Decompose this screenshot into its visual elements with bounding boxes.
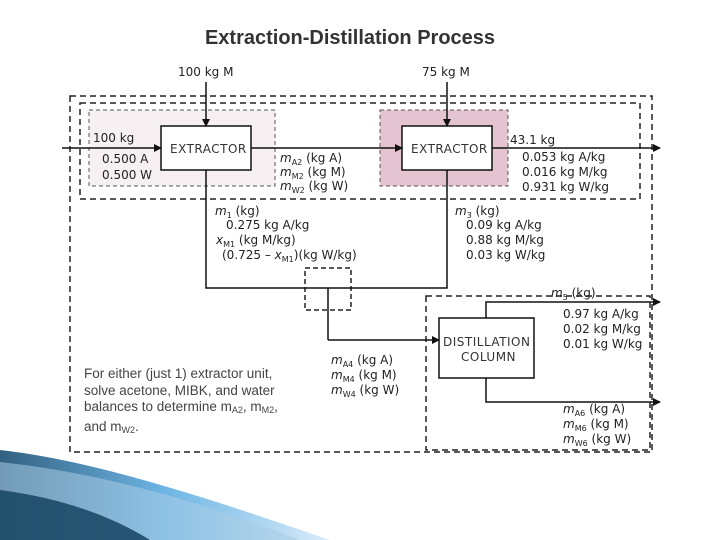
extractor1-label: EXTRACTOR [170,142,247,156]
stream4-a: $m_{A4}$ (kg A) [331,353,394,369]
raffinate-a: 0.053 kg A/kg [522,150,606,164]
raffinate-w: 0.931 kg W/kg [522,180,610,194]
distillation-label-line2: COLUMN [461,350,517,364]
feed-right-label: 75 kg M [422,65,470,79]
distillation-label-line1: DISTILLATION [443,335,531,349]
feed-fraction-w: 0.500 W [102,168,153,182]
stream5-mass: $m_5$ (kg) [551,286,596,302]
extractor2-label: EXTRACTOR [411,142,488,156]
problem-line-2: solve acetone, MIBK, and water [84,382,275,398]
stream3-a: 0.09 kg A/kg [466,218,542,232]
stream2-a: $m_{A2}$ (kg A) [280,151,343,167]
stream2-m: $m_{M2}$ (kg M) [280,165,346,181]
stream6-m: $m_{M6}$ (kg M) [563,417,629,433]
feed-left-label: 100 kg M [178,65,234,79]
stream3-m: 0.88 kg M/kg [466,233,544,247]
stream3-w: 0.03 kg W/kg [466,248,546,262]
stream1-mass: $m_1$ (kg) [215,204,260,220]
raffinate-m: 0.016 kg M/kg [522,165,608,179]
stream1-a: 0.275 kg A/kg [226,218,310,232]
raffinate-mass: 43.1 kg [510,133,556,147]
stream5-m: 0.02 kg M/kg [563,322,641,336]
stream2-w: $m_{W2}$ (kg W) [280,179,349,195]
stream6-a: $m_{A6}$ (kg A) [563,402,626,418]
diagram-title: Extraction-Distillation Process [204,27,496,49]
stream1-m: $x_{M1}$ (kg M/kg) [216,233,296,249]
stream1-w: $(0.725 - x_{M1})(kg$ W/kg) [222,248,357,264]
problem-line-3: balances to determine $m_{A2}$, $m_{M2}$, [84,399,278,415]
corner-decoration [0,450,330,540]
stream4-m: $m_{M4}$ (kg M) [331,368,397,384]
stream6-w: $m_{W6}$ (kg W) [563,432,632,448]
stream6-line [486,378,660,402]
problem-line-1: For either (just 1) extractor unit, [84,366,273,381]
stream5-a: 0.97 kg A/kg [563,307,639,321]
stream5-w: 0.01 kg W/kg [563,337,643,351]
problem-line-4: and $m_{W2}$. [84,418,139,435]
stream4-w: $m_{W4}$ (kg W) [331,383,400,399]
problem-statement [84,366,324,438]
feed-mass: 100 kg [93,131,135,145]
stream3-mass: $m_3$ (kg) [455,204,500,220]
feed-fraction-a: 0.500 A [102,152,149,166]
